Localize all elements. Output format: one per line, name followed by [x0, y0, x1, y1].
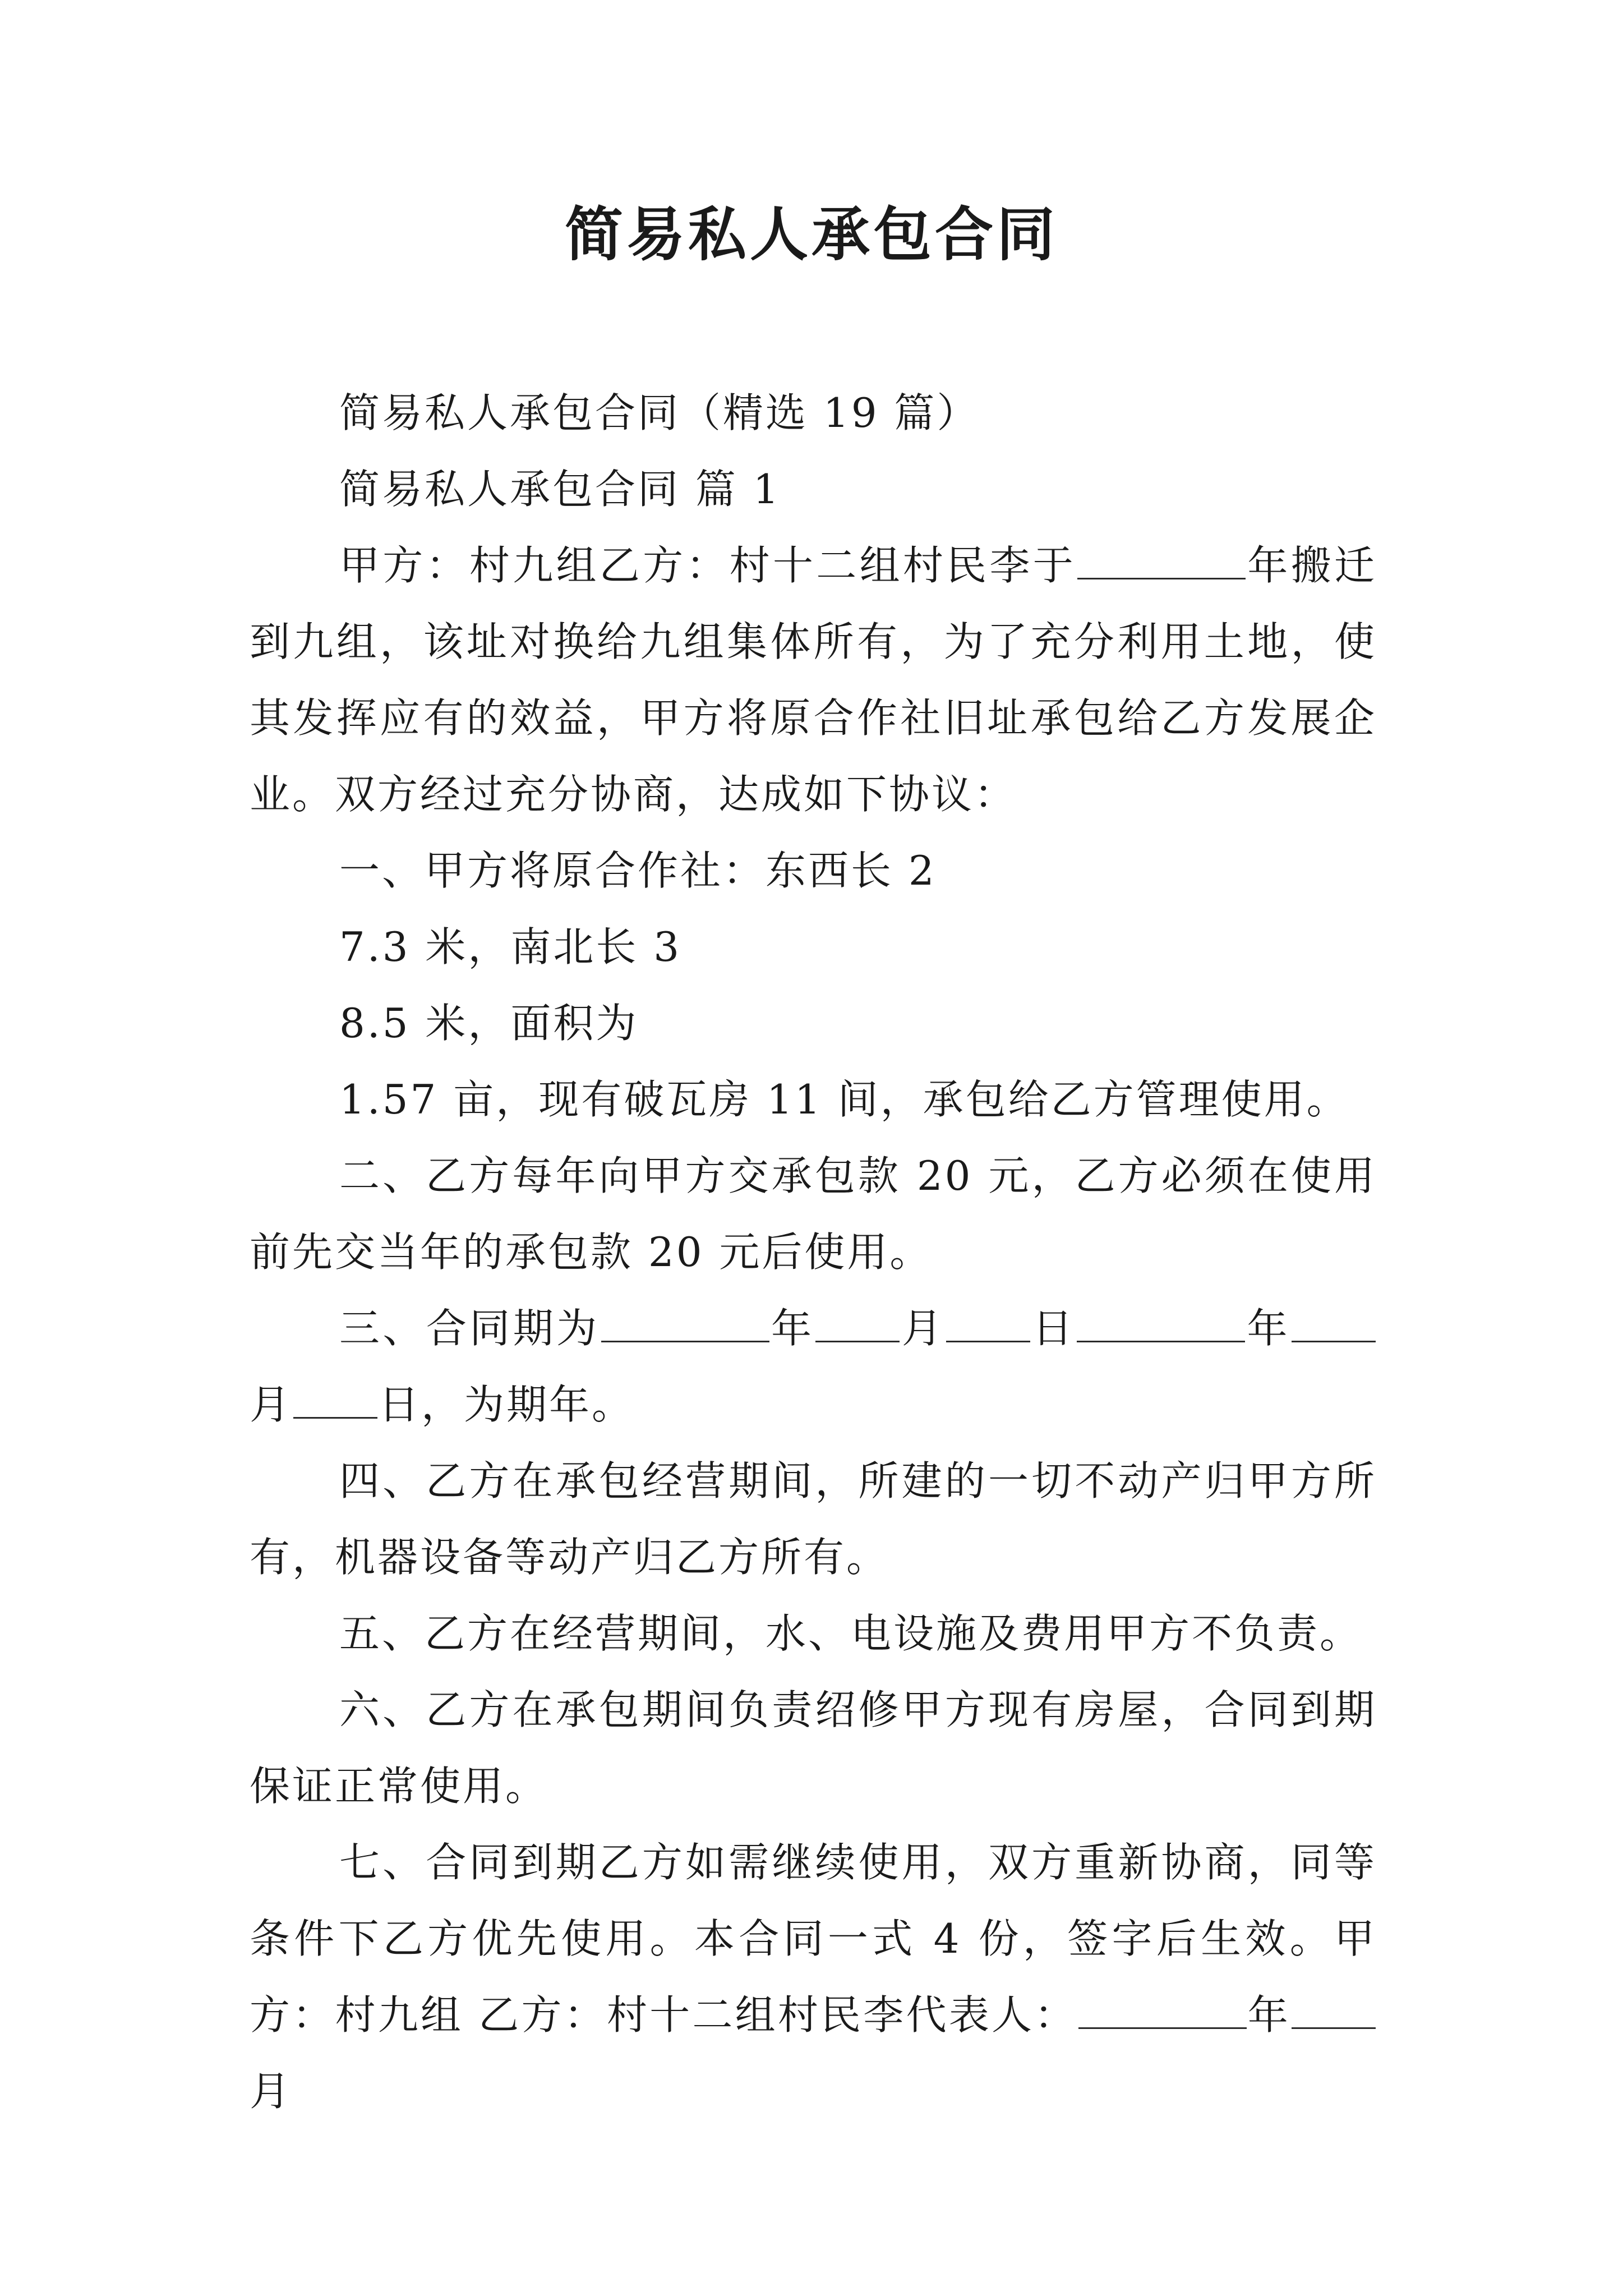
blank-line — [1077, 1307, 1245, 1342]
label-day: 日 — [1031, 1305, 1076, 1352]
blank-line — [946, 1307, 1030, 1342]
document-title: 简易私人承包合同 — [564, 200, 1058, 269]
paragraph-clause-3 — [250, 1290, 1377, 1443]
section-heading: 简易私人承包合同 篇 1 — [339, 466, 781, 513]
document-body — [250, 375, 1377, 2129]
label-month: 月 — [250, 1381, 293, 1428]
label-year: 年 — [1247, 1991, 1290, 2039]
paragraph-clause-7 — [250, 1824, 1377, 2129]
blank-line — [1292, 1307, 1376, 1342]
blank-line — [1077, 544, 1246, 579]
paragraph-clause-2: 二、乙方每年向甲方交承包款 20 元，乙方必须在使用前先交当年的承包款 20 元后使用。 — [250, 1152, 1377, 1276]
paragraph-clause-5: 五、乙方在经营期间，水、电设施及费用甲方不负责。 — [339, 1610, 1363, 1657]
paragraph-area: 8.5 米，面积为 — [339, 1000, 639, 1047]
paragraph-clause-1: 一、甲方将原合作社：东西长 2 — [339, 847, 937, 894]
label-year: 年 — [770, 1305, 815, 1352]
blank-line — [815, 1307, 900, 1342]
paragraph-parties — [250, 527, 1377, 832]
paragraph-parties-text-a: 甲方：村九组乙方：村十二组村民李于 — [339, 542, 1077, 589]
label-month: 月 — [901, 1305, 946, 1352]
paragraph-clause-3-end: 日，为期年。 — [379, 1381, 635, 1428]
blank-line — [601, 1307, 769, 1342]
blank-line — [1292, 1994, 1376, 2029]
paragraph-dimension-ns: 7.3 米，南北长 3 — [339, 923, 682, 970]
blank-line — [1078, 1994, 1247, 2029]
paragraph-clause-6: 六、乙方在承包期间负责绍修甲方现有房屋，合同到期保证正常使用。 — [250, 1686, 1377, 1810]
paragraph-clause-7-text: 七、合同到期乙方如需继续使用，双方重新协商，同等条件下乙方优先使用。本合同一式 4 份，签字后生效。甲方：村九组 乙方：村十二组村民李代表人： — [250, 1839, 1377, 2039]
paragraph-clause-4: 四、乙方在承包经营期间，所建的一切不动产归甲方所有，机器设备等动产归乙方所有。 — [250, 1457, 1377, 1581]
subtitle: 简易私人承包合同（精选 19 篇） — [339, 389, 980, 436]
paragraph-clause-3-text: 三、合同期为 — [339, 1305, 600, 1352]
paragraph-area-detail: 1.57 亩，现有破瓦房 11 间，承包给乙方管理使用。 — [339, 1076, 1349, 1123]
blank-line — [293, 1383, 377, 1419]
label-month: 月 — [250, 2068, 293, 2115]
label-year: 年 — [1246, 1305, 1290, 1352]
paragraph-parties-text-b: 年搬迁到九组，该址对换给九组集体所有，为了充分利用土地，使其发挥应有的效益，甲方将原合作社旧址承包给乙方发展企业。双方经过充分协商，达成如下协议： — [250, 542, 1377, 818]
